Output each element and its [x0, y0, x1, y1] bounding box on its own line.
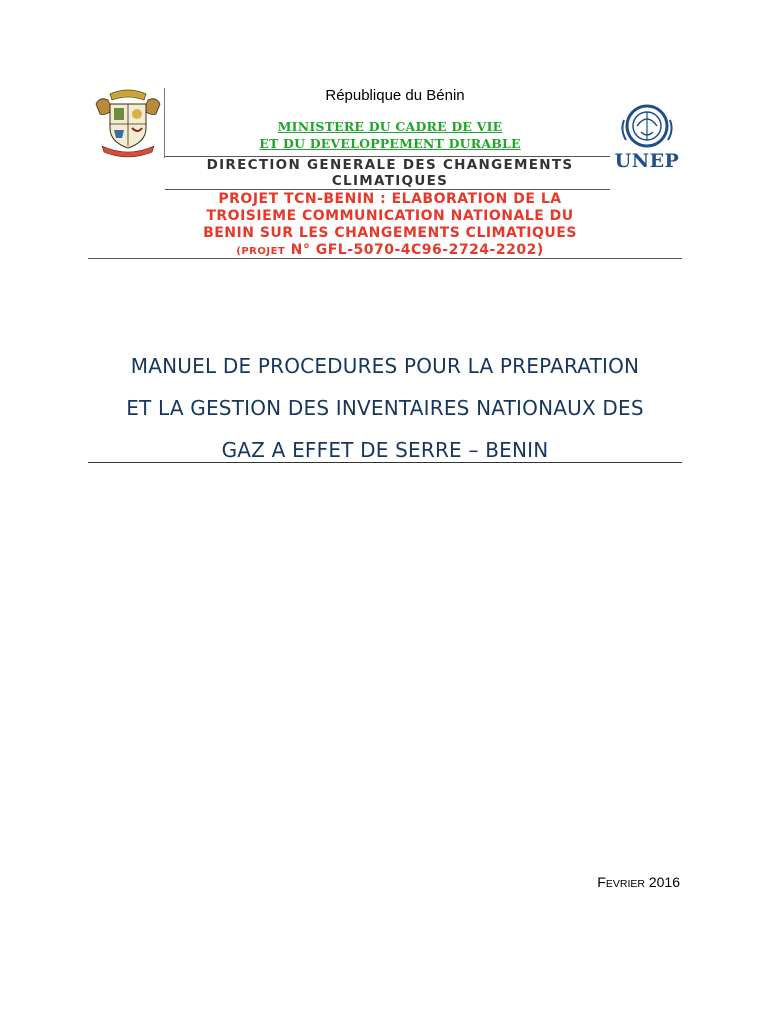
title-line-1: MANUEL DE PROCEDURES POUR LA PREPARATION [130, 354, 640, 378]
republic-label: République du Bénin [325, 87, 465, 104]
header-rule [165, 189, 610, 190]
ministry-line-1: MINISTERE DU CADRE DE VIE [277, 119, 503, 134]
directorate-line-2: CLIMATIQUES [331, 173, 449, 189]
title-line-2: ET LA GESTION DES INVENTAIRES NATIONAUX DES [126, 396, 644, 420]
project-ref-number: N° GFL-5070-4C96-2724-2202) [285, 242, 544, 258]
ministry-name [165, 118, 615, 152]
project-line-3: BENIN SUR LES CHANGEMENTS CLIMATIQUES [203, 225, 577, 241]
directorate-line-1: DIRECTION GENERALE DES CHANGEMENTS [206, 157, 574, 173]
project-ref-prefix: (PROJET [236, 246, 286, 257]
header-bottom-rule [88, 258, 682, 259]
project-line-2: TROISIEME COMMUNICATION NATIONALE DU [206, 208, 574, 224]
unep-logo [612, 100, 682, 178]
document-date [560, 874, 680, 890]
date-month-rest: EVRIER [605, 878, 645, 890]
document-title [88, 345, 682, 471]
unep-wordmark: UNEP [614, 150, 680, 172]
ministry-line-2: ET DU DEVELOPPEMENT DURABLE [259, 136, 521, 151]
directorate-name [165, 157, 615, 189]
title-underline [88, 462, 682, 463]
benin-coat-of-arms-icon [92, 86, 164, 158]
project-line-1: PROJET TCN-BENIN : ELABORATION DE LA [218, 191, 562, 207]
date-year: 2016 [644, 874, 680, 890]
date-month-initial: F [597, 874, 606, 890]
un-emblem-icon [622, 106, 671, 146]
project-description [165, 191, 615, 260]
title-line-3: GAZ A EFFET DE SERRE – BENIN [221, 438, 549, 462]
